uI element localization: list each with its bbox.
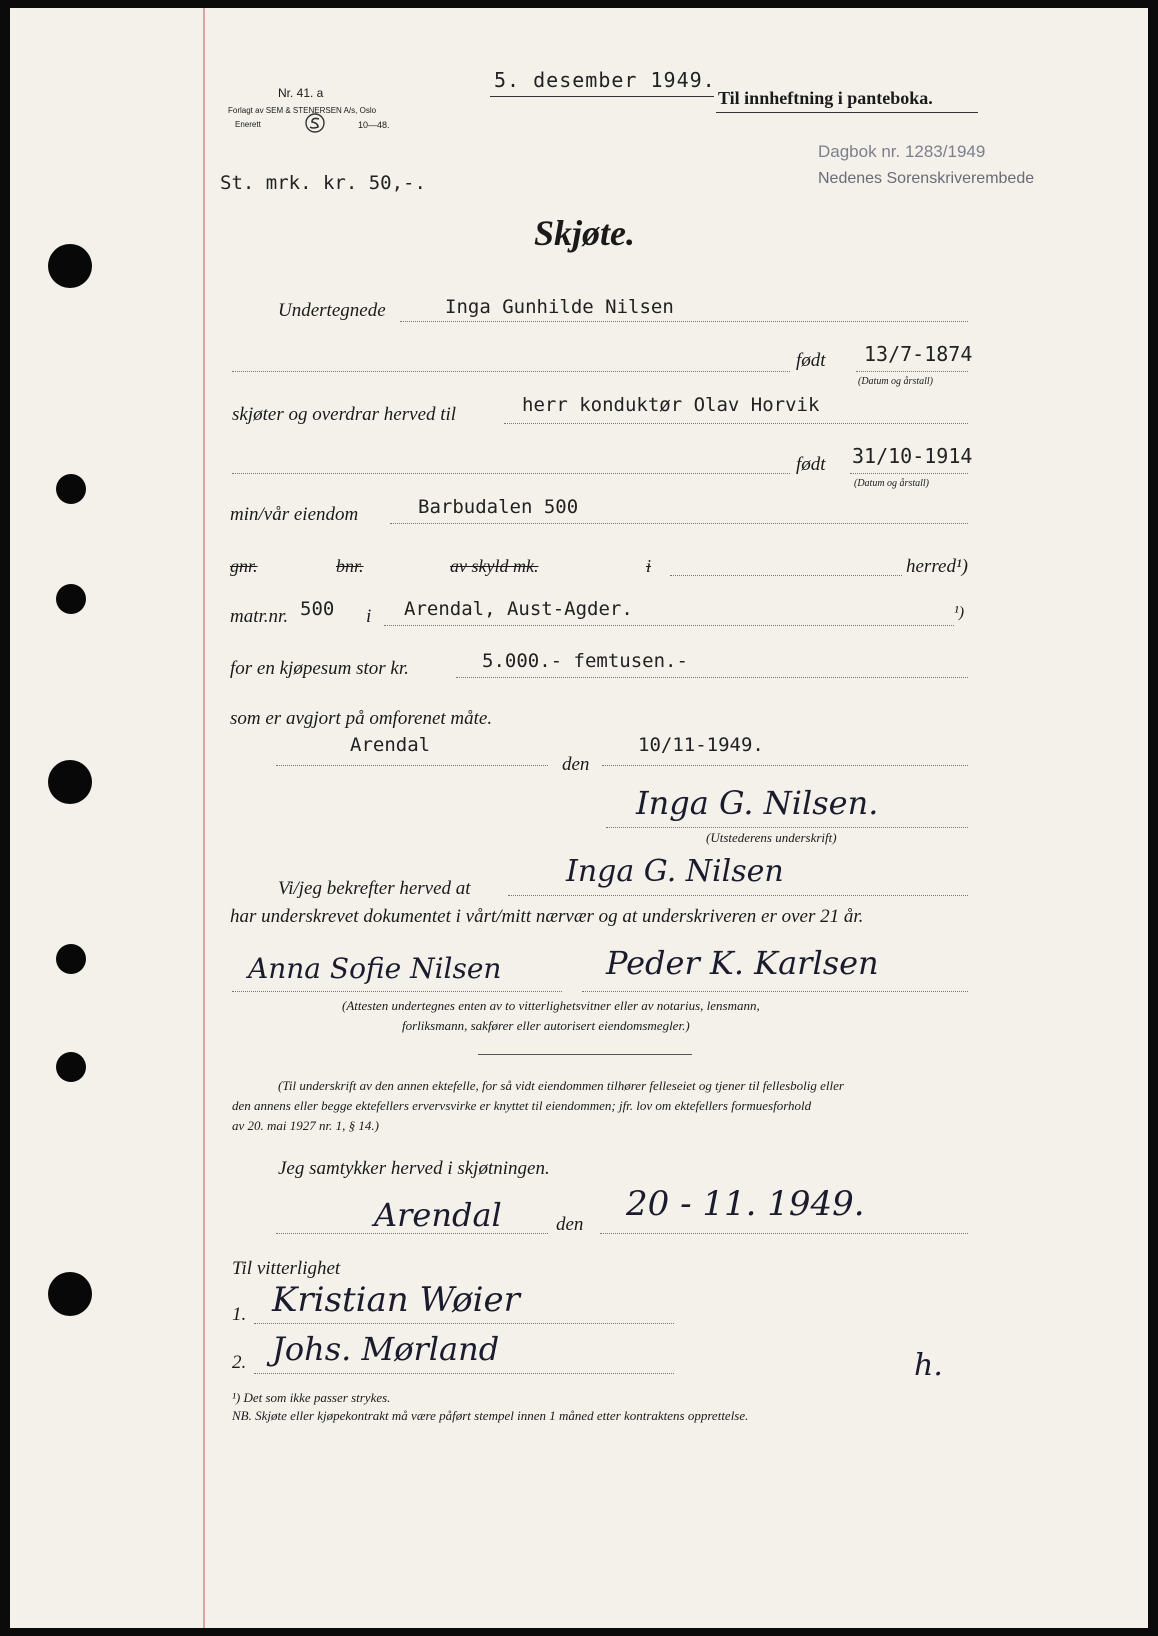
location: Arendal, Aust-Agder. bbox=[404, 598, 633, 620]
dotted-line bbox=[606, 826, 968, 828]
margin-rule bbox=[203, 8, 205, 1628]
witness-num-1: 1. bbox=[232, 1304, 247, 1325]
dotted-line bbox=[602, 764, 968, 766]
witness-num-2: 2. bbox=[232, 1352, 247, 1373]
divider bbox=[478, 1054, 692, 1055]
dotted-line bbox=[504, 422, 968, 424]
dotted-line bbox=[856, 370, 968, 372]
sign-date: 10/11-1949. bbox=[638, 734, 764, 756]
consent-text: Jeg samtykker herved i skjøtningen. bbox=[278, 1158, 550, 1179]
footer-footnote: ¹) Det som ikke passer strykes. bbox=[232, 1390, 391, 1405]
dotted-line bbox=[600, 1232, 968, 1234]
fodt-label: født bbox=[796, 350, 826, 371]
dotted-line bbox=[232, 370, 790, 372]
buyer-birth: 31/10-1914 bbox=[852, 444, 973, 468]
spouse-note-2: den annens eller begge ektefellers ervervsvirke er knyttet til eiendommen; jfr. lov om ektefellers formuesforhold bbox=[232, 1098, 812, 1113]
issuer-caption: (Utstederens underskrift) bbox=[706, 830, 837, 845]
form-print-date: 10—48. bbox=[358, 120, 390, 130]
dotted-line bbox=[254, 1372, 674, 1374]
punch-hole bbox=[48, 244, 92, 288]
document-title: Skjøte. bbox=[534, 213, 636, 253]
price: 5.000.- femtusen.- bbox=[482, 650, 688, 672]
spouse-note-1: (Til underskrift av den annen ektefelle, for så vidt eiendommen tilhører felleseiet og tjener til fellesbolig eller bbox=[278, 1078, 844, 1093]
witness-vitterlighet-2: Johs. Mørland bbox=[272, 1330, 500, 1368]
issuer-signature: Inga G. Nilsen. bbox=[636, 784, 879, 822]
attest-signer: Inga G. Nilsen bbox=[566, 854, 784, 889]
matr-label: matr.nr. bbox=[230, 606, 289, 627]
buyer: herr konduktør Olav Horvik bbox=[522, 394, 820, 416]
publisher-logo bbox=[304, 112, 326, 134]
witness-label: Til vitterlighet bbox=[232, 1258, 341, 1279]
initials-mark: h. bbox=[914, 1348, 943, 1383]
punch-hole bbox=[48, 1272, 92, 1316]
spouse-note-3: av 20. mai 1927 nr. 1, § 14.) bbox=[232, 1118, 379, 1133]
property-label: min/vår eiendom bbox=[230, 504, 359, 525]
sign-place: Arendal bbox=[350, 734, 431, 756]
witness-signature-1: Anna Sofie Nilsen bbox=[248, 952, 502, 985]
form-trademark: Enerett bbox=[235, 120, 261, 129]
punch-hole bbox=[56, 1052, 86, 1082]
herred-label: herred¹) bbox=[906, 556, 968, 577]
date-underline bbox=[490, 96, 714, 97]
dotted-line bbox=[582, 990, 968, 992]
filing-underline bbox=[716, 112, 978, 113]
attest-note-1: (Attesten undertegnes enten av to vitterlighetsvitner eller av notarius, lensmann, bbox=[342, 998, 760, 1013]
filing-note: Til innheftning i panteboka. bbox=[718, 88, 933, 108]
conveys-label: skjøter og overdrar herved til bbox=[232, 404, 457, 425]
seller-name: Inga Gunhilde Nilsen bbox=[445, 296, 674, 318]
den-label: den bbox=[562, 754, 590, 775]
document-page bbox=[10, 8, 1148, 1628]
matr-nr: 500 bbox=[300, 598, 335, 620]
struck-bnr: bnr. bbox=[336, 556, 364, 576]
form-number: Nr. 41. a bbox=[278, 86, 324, 100]
price-label: for en kjøpesum stor kr. bbox=[230, 658, 409, 679]
struck-i: i bbox=[646, 556, 652, 576]
dotted-line bbox=[254, 1322, 674, 1324]
struck-skyld: av skyld mk. bbox=[450, 556, 539, 576]
settled-text: som er avgjort på omforenet måte. bbox=[230, 708, 493, 729]
consent-den-label: den bbox=[556, 1214, 584, 1235]
witness-signature-2: Peder K. Karlsen bbox=[606, 944, 879, 982]
footer-nb: NB. Skjøte eller kjøpekontrakt må være påført stempel innen 1 måned etter kontraktens opprettelse. bbox=[232, 1408, 749, 1423]
dotted-line bbox=[384, 624, 954, 626]
punch-hole bbox=[56, 584, 86, 614]
form-publisher: Forlagt av SEM & STENERSEN A/s, Oslo bbox=[228, 106, 377, 115]
dotted-line bbox=[276, 1232, 548, 1234]
footnote-mark: ¹) bbox=[954, 604, 965, 621]
stamp-duty: St. mrk. kr. 50,-. bbox=[220, 172, 426, 194]
date-hint: (Datum og årstall) bbox=[858, 376, 933, 387]
punch-hole bbox=[48, 760, 92, 804]
dotted-line bbox=[456, 676, 968, 678]
attest-note-2: forliksmann, sakfører eller autorisert eiendomsmegler.) bbox=[402, 1018, 690, 1033]
registration-date: 5. desember 1949. bbox=[494, 68, 716, 92]
dotted-line bbox=[670, 574, 902, 576]
property-name: Barbudalen 500 bbox=[418, 496, 579, 518]
consent-date: 20 - 11. 1949. bbox=[626, 1184, 865, 1224]
seller-birth: 13/7-1874 bbox=[864, 342, 973, 366]
date-hint: (Datum og årstall) bbox=[854, 478, 929, 489]
dotted-line bbox=[232, 472, 790, 474]
dotted-line bbox=[850, 472, 968, 474]
dotted-line bbox=[400, 320, 968, 322]
dotted-line bbox=[390, 522, 968, 524]
attest-statement: har underskrevet dokumentet i vårt/mitt nærvær og at underskriveren er over 21 år. bbox=[230, 906, 864, 927]
office-stamp: Nedenes Sorenskriverembede bbox=[818, 170, 1035, 187]
dotted-line bbox=[232, 990, 562, 992]
dagbok-stamp: Dagbok nr. 1283/1949 bbox=[818, 142, 986, 161]
punch-hole bbox=[56, 474, 86, 504]
undertegnede-label: Undertegnede bbox=[278, 300, 386, 321]
fodt-label: født bbox=[796, 454, 826, 475]
attest-intro: Vi/jeg bekrefter herved at bbox=[278, 878, 471, 899]
dotted-line bbox=[508, 894, 968, 896]
struck-gnr: gnr. bbox=[230, 556, 258, 576]
punch-hole bbox=[56, 944, 86, 974]
dotted-line bbox=[276, 764, 548, 766]
consent-place: Arendal bbox=[374, 1196, 502, 1234]
matr-i: i bbox=[366, 606, 372, 627]
witness-vitterlighet-1: Kristian Wøier bbox=[272, 1280, 520, 1320]
